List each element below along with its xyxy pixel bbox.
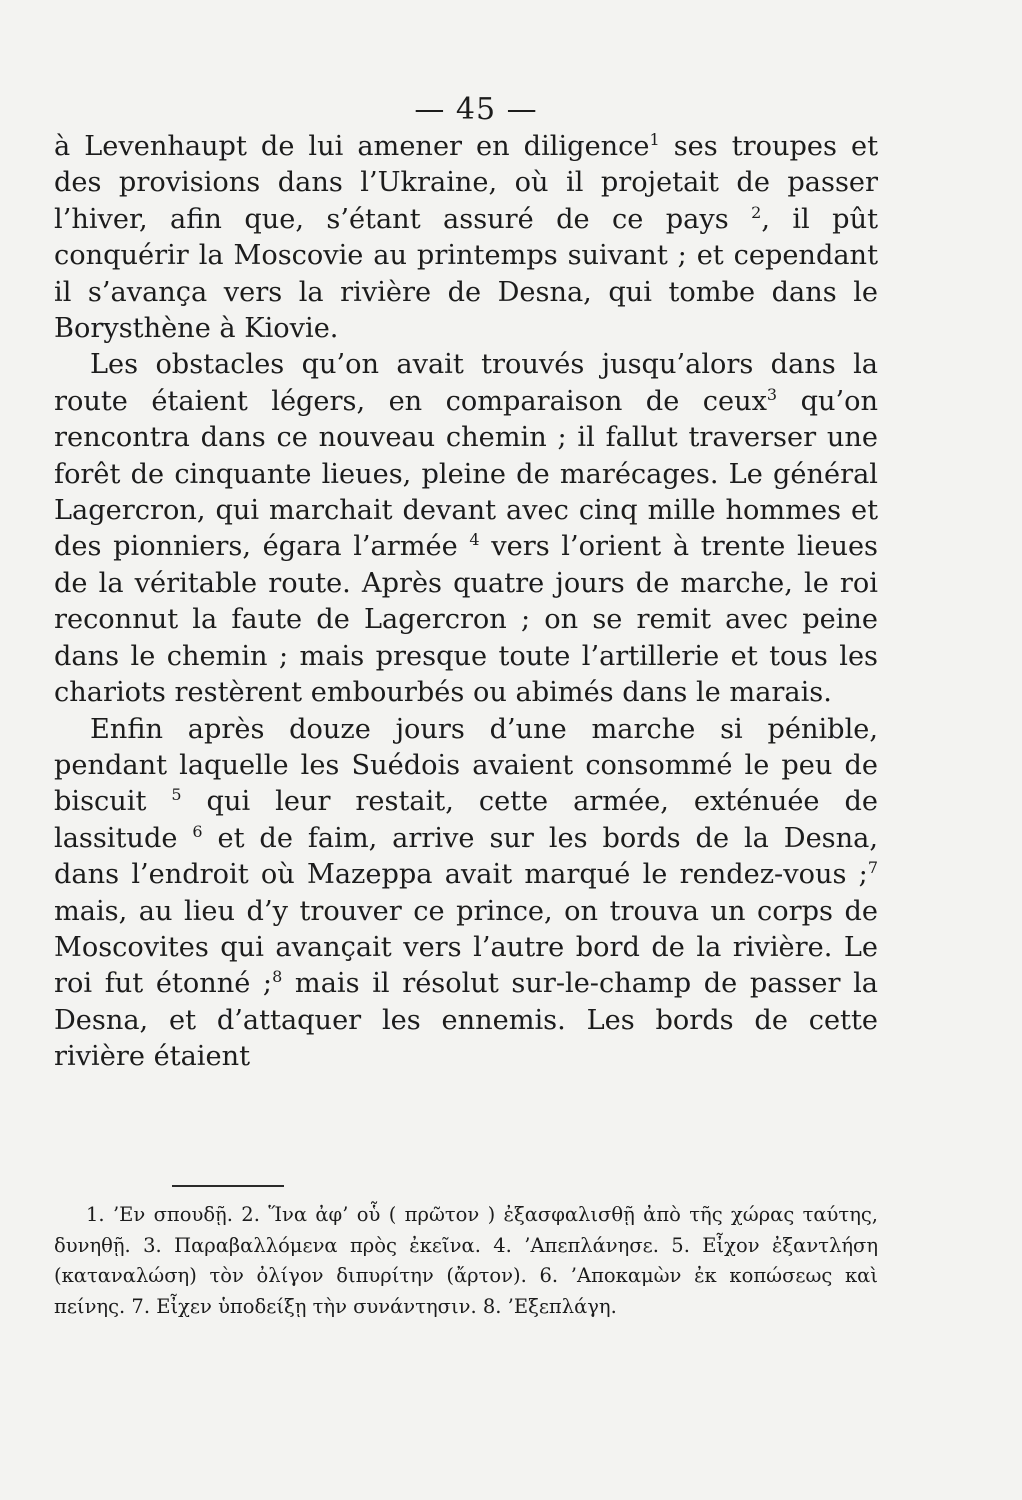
footnote-marker: 8 [272, 967, 283, 987]
page-body [54, 92, 878, 1076]
footnote-marker: 2 [751, 202, 762, 222]
paragraph [54, 129, 878, 347]
paragraph-text: , il pût conquérir la Moscovie au printemps suivant ; et cependant il s’avança vers la rivière de Desna, qui tombe dans le Borysthène à Kiovie. [54, 203, 879, 345]
paragraph-text: Les obstacles qu’on avait trouvés jusqu’alors dans la route étaient légers, en comparaison de ceux [54, 349, 878, 417]
paragraph [54, 347, 878, 711]
footnote-text: 1. ’Εν σπουδῇ. 2. Ἵνα ἀφ’ οὗ ( πρῶτον ) ἐξασφαλισθῇ ἀπὸ τῆς χώρας ταύτης, δυνηθῇ. 3. Παραβαλλόμενα πρὸς ἐκεῖνα. 4. ’Απεπλάνησε. 5. Εἶχον ἐξαντλήση (καταναλώση) τὸν ὀλίγον διπυρίτην (ἄρτον). 6. ’Αποκαμὼν ἐκ κοπώσεως καὶ πείνης. 7. Εἶχεν ὑποδείξῃ τὴν συνάντησιν. 8. ’Εξεπλάγη. [54, 1203, 878, 1318]
footnote-separator [172, 1185, 284, 1187]
footnote-marker: 6 [192, 821, 203, 841]
footnote-marker: 7 [867, 858, 878, 878]
paragraph-text: qui leur restait, cette armée, exténuée de lassitude [54, 786, 878, 854]
footnote-marker: 3 [766, 384, 778, 404]
paragraph-text: mais il résolut sur-le-champ de passer la Desna, et d’attaquer les ennemis. Les bords de cette rivière étaient [54, 968, 879, 1073]
paragraph-text: ses troupes et des provisions dans l’Ukraine, où il projetait de passer l’hiver, afin que, s’étant assuré de ce pays [54, 131, 878, 235]
paragraph-text: mais, au lieu d’y trouver ce prince, on trouva un corps de Moscovites qui avançait vers l’autre bord de la rivière. Le roi fut étonné ; [54, 895, 878, 1000]
paragraph-text: qu’on rencontra dans ce nouveau chemin ; il fallut traverser une forêt de cinquante lieues, pleine de marécages. Le général Lagercron, qui marchait devant avec cinq mille hommes et des pionniers, égara l’armée [54, 385, 879, 563]
footnote-marker: 4 [469, 530, 480, 550]
footnotes [54, 1200, 878, 1322]
main-text [54, 129, 878, 1076]
paragraph-text: vers l’orient à trente lieues de la véritable route. Après quatre jours de marche, le roi reconnut la faute de Lagercron ; on se remit avec peine dans le chemin ; mais presque toute l’artillerie et tous les chariots restèrent embourbés ou abimés dans le marais. [54, 531, 878, 709]
paragraph-text: à Levenhaupt de lui amener en diligence [54, 131, 650, 162]
paragraph [54, 712, 878, 1076]
paragraph-text: et de faim, arrive sur les bords de la Desna, dans l’endroit où Mazeppa avait marqué le rendez-vous ; [54, 822, 878, 891]
footnote-marker: 1 [649, 130, 660, 149]
page-number: — 45 — [414, 92, 538, 127]
footnote-marker: 5 [171, 785, 182, 805]
paragraph-text: Enfin après douze jours d’une marche si pénible, pendant laquelle les Suédois avaient consommé le peu de biscuit [54, 713, 878, 818]
